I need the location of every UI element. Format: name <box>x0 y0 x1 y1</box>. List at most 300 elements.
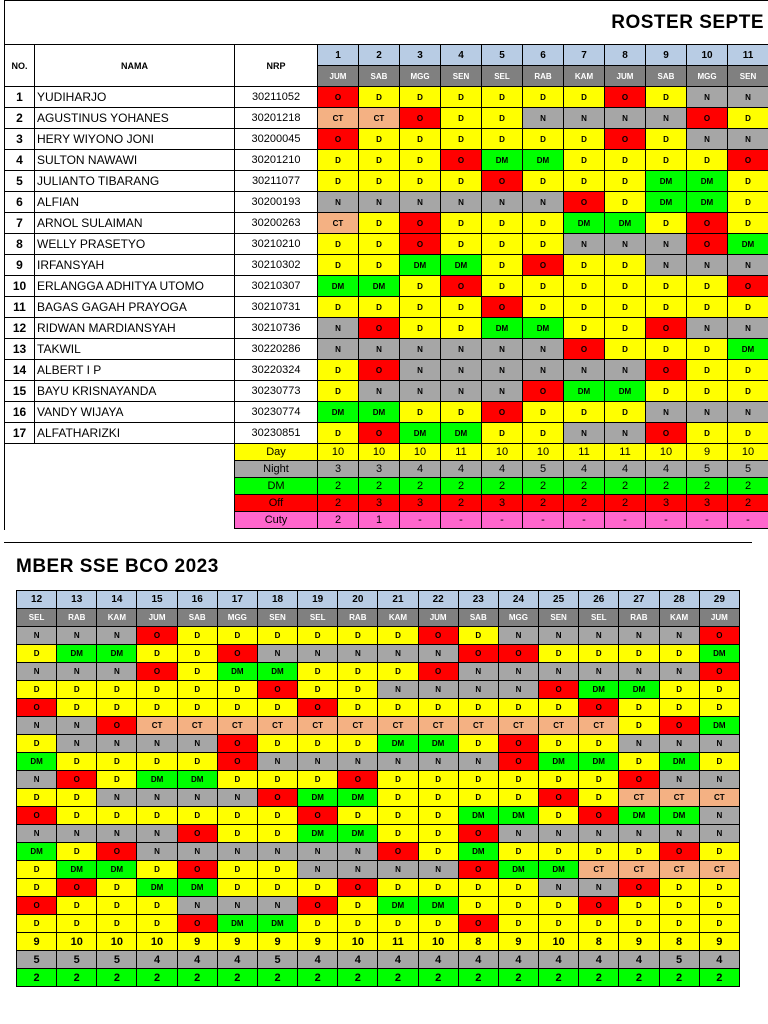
shift-cell: CT <box>217 717 257 735</box>
day-number: 24 <box>498 591 538 609</box>
shift-cell: N <box>539 825 579 843</box>
summary-value: 10 <box>359 444 400 461</box>
shift-cell: N <box>57 663 97 681</box>
shift-cell: D <box>400 318 441 339</box>
shift-cell: DM <box>728 234 768 255</box>
shift-cell: D <box>257 627 297 645</box>
shift-cell: N <box>257 753 297 771</box>
shift-cell: O <box>418 663 458 681</box>
shift-cell: D <box>659 879 699 897</box>
shift-cell: O <box>318 129 359 150</box>
summary-value: 4 <box>699 951 739 969</box>
day-number: 22 <box>418 591 458 609</box>
shift-cell: D <box>318 150 359 171</box>
shift-cell: D <box>359 129 400 150</box>
shift-cell: D <box>217 699 257 717</box>
employee-row-continued <box>17 717 740 735</box>
shift-cell: D <box>177 807 217 825</box>
shift-cell: N <box>298 645 338 663</box>
shift-cell: DM <box>318 276 359 297</box>
employee-nrp: 30220324 <box>235 360 318 381</box>
shift-cell: N <box>338 645 378 663</box>
employee-no: 17 <box>5 423 35 444</box>
section-divider <box>4 542 752 543</box>
shift-cell: D <box>97 807 137 825</box>
summary-label: Off <box>235 495 318 512</box>
shift-cell: D <box>17 681 57 699</box>
roster-table-bottom <box>16 590 740 987</box>
shift-cell: O <box>97 843 137 861</box>
employee-no: 14 <box>5 360 35 381</box>
shift-cell: D <box>441 402 482 423</box>
shift-cell: DM <box>605 381 646 402</box>
shift-cell: N <box>564 108 605 129</box>
summary-value: 2 <box>687 478 728 495</box>
summary-value: 8 <box>579 933 619 951</box>
shift-cell: DM <box>418 735 458 753</box>
shift-cell: DM <box>579 681 619 699</box>
shift-cell: DM <box>482 318 523 339</box>
day-number: 7 <box>564 45 605 66</box>
shift-cell: D <box>699 681 739 699</box>
summary-value: 10 <box>539 933 579 951</box>
shift-cell: DM <box>378 735 418 753</box>
shift-cell: DM <box>378 897 418 915</box>
shift-cell: O <box>498 735 538 753</box>
day-number: 9 <box>646 45 687 66</box>
shift-cell: D <box>298 627 338 645</box>
day-number: 4 <box>441 45 482 66</box>
summary-value: 9 <box>619 933 659 951</box>
shift-cell: D <box>378 789 418 807</box>
shift-cell: D <box>418 789 458 807</box>
shift-cell: D <box>318 171 359 192</box>
shift-cell: D <box>378 663 418 681</box>
shift-cell: D <box>97 771 137 789</box>
shift-cell: D <box>605 276 646 297</box>
shift-cell: D <box>338 807 378 825</box>
summary-value: 2 <box>217 969 257 987</box>
summary-value: 2 <box>646 478 687 495</box>
shift-cell: DM <box>318 402 359 423</box>
summary-value: - <box>728 512 768 529</box>
shift-cell: DM <box>177 771 217 789</box>
header-row-days-2 <box>17 591 740 609</box>
shift-cell: D <box>482 108 523 129</box>
summary-value: 2 <box>359 478 400 495</box>
summary-value: 4 <box>298 951 338 969</box>
employee-no: 11 <box>5 297 35 318</box>
summary-value: 2 <box>298 969 338 987</box>
shift-cell: D <box>318 297 359 318</box>
summary-value: 4 <box>378 951 418 969</box>
shift-cell: D <box>378 879 418 897</box>
shift-cell: O <box>523 381 564 402</box>
summary-value: 2 <box>318 512 359 529</box>
shift-cell: N <box>659 627 699 645</box>
shift-cell: D <box>177 681 217 699</box>
employee-nrp: 30201210 <box>235 150 318 171</box>
shift-cell: N <box>97 735 137 753</box>
shift-cell: CT <box>177 717 217 735</box>
shift-cell: D <box>699 897 739 915</box>
shift-cell: N <box>338 843 378 861</box>
shift-cell: D <box>659 699 699 717</box>
summary-value: 3 <box>482 495 523 512</box>
shift-cell: D <box>523 297 564 318</box>
employee-name: YUDIHARJO <box>35 87 235 108</box>
shift-cell: N <box>482 339 523 360</box>
employee-no: 9 <box>5 255 35 276</box>
shift-cell: DM <box>646 171 687 192</box>
shift-cell: D <box>400 150 441 171</box>
shift-cell: D <box>498 879 538 897</box>
shift-cell: CT <box>498 717 538 735</box>
shift-cell: D <box>418 825 458 843</box>
summary-value: 2 <box>441 478 482 495</box>
shift-cell: D <box>57 915 97 933</box>
shift-cell: O <box>482 402 523 423</box>
shift-cell: O <box>418 627 458 645</box>
shift-cell: N <box>318 192 359 213</box>
shift-cell: DM <box>97 861 137 879</box>
shift-cell: N <box>137 789 177 807</box>
employee-row-continued <box>17 915 740 933</box>
shift-cell: D <box>177 663 217 681</box>
shift-cell: D <box>217 807 257 825</box>
weekday-name: SEN <box>728 66 768 87</box>
shift-cell: D <box>458 735 498 753</box>
summary-value: 5 <box>728 461 768 478</box>
shift-cell: D <box>298 771 338 789</box>
shift-cell: D <box>498 771 538 789</box>
weekday-name: RAB <box>57 609 97 627</box>
weekday-name: JUM <box>699 609 739 627</box>
summary-value: 11 <box>605 444 646 461</box>
shift-cell: D <box>418 843 458 861</box>
shift-cell: D <box>619 897 659 915</box>
weekday-name: SEL <box>17 609 57 627</box>
employee-name: ALBERT I P <box>35 360 235 381</box>
shift-cell: D <box>400 402 441 423</box>
shift-cell: N <box>400 381 441 402</box>
shift-cell: N <box>659 735 699 753</box>
shift-cell: D <box>217 861 257 879</box>
summary-value: 4 <box>400 461 441 478</box>
shift-cell: N <box>646 402 687 423</box>
shift-cell: N <box>378 645 418 663</box>
summary-value: 2 <box>728 478 768 495</box>
shift-cell: O <box>17 897 57 915</box>
summary-value: 2 <box>137 969 177 987</box>
employee-nrp: 30201218 <box>235 108 318 129</box>
shift-cell: N <box>359 192 400 213</box>
shift-cell: DM <box>687 171 728 192</box>
shift-cell: D <box>97 915 137 933</box>
shift-cell: D <box>441 129 482 150</box>
summary-value: 8 <box>659 933 699 951</box>
shift-cell: O <box>177 825 217 843</box>
employee-nrp: 30200263 <box>235 213 318 234</box>
shift-cell: D <box>338 681 378 699</box>
weekday-name: JUM <box>318 66 359 87</box>
shift-cell: D <box>482 255 523 276</box>
summary-value: 2 <box>728 495 768 512</box>
employee-no: 13 <box>5 339 35 360</box>
shift-cell: O <box>699 627 739 645</box>
shift-cell: D <box>338 897 378 915</box>
day-number: 13 <box>57 591 97 609</box>
shift-cell: D <box>659 681 699 699</box>
employee-row <box>5 87 768 108</box>
shift-cell: D <box>646 87 687 108</box>
shift-cell: D <box>57 789 97 807</box>
shift-cell: CT <box>619 789 659 807</box>
shift-cell: DM <box>498 807 538 825</box>
shift-cell: D <box>338 627 378 645</box>
shift-cell: D <box>137 753 177 771</box>
shift-cell: D <box>359 297 400 318</box>
shift-cell: N <box>619 825 659 843</box>
summary-value: 2 <box>619 969 659 987</box>
employee-row <box>5 150 768 171</box>
shift-cell: D <box>564 87 605 108</box>
summary-value: 4 <box>539 951 579 969</box>
shift-cell: D <box>523 87 564 108</box>
shift-cell: N <box>441 192 482 213</box>
summary-value: 2 <box>659 969 699 987</box>
shift-cell: D <box>687 297 728 318</box>
summary-value: 10 <box>97 933 137 951</box>
employee-name: ALFATHARIZKI <box>35 423 235 444</box>
employee-row <box>5 171 768 192</box>
shift-cell: N <box>57 717 97 735</box>
shift-cell: O <box>338 771 378 789</box>
shift-cell: N <box>217 897 257 915</box>
shift-cell: D <box>458 789 498 807</box>
employee-name: RIDWAN MARDIANSYAH <box>35 318 235 339</box>
shift-cell: D <box>539 897 579 915</box>
shift-cell: DM <box>699 717 739 735</box>
employee-name: ARNOL SULAIMAN <box>35 213 235 234</box>
shift-cell: O <box>619 879 659 897</box>
shift-cell: DM <box>564 381 605 402</box>
shift-cell: D <box>619 645 659 663</box>
summary-value: 2 <box>378 969 418 987</box>
shift-cell: D <box>458 879 498 897</box>
summary-value: 2 <box>400 478 441 495</box>
shift-cell: CT <box>458 717 498 735</box>
shift-cell: D <box>57 843 97 861</box>
shift-cell: N <box>458 753 498 771</box>
shift-cell: D <box>177 645 217 663</box>
shift-cell: N <box>728 87 768 108</box>
day-number: 26 <box>579 591 619 609</box>
shift-cell: D <box>605 318 646 339</box>
shift-cell: CT <box>338 717 378 735</box>
shift-cell: D <box>441 108 482 129</box>
shift-cell: N <box>728 402 768 423</box>
employee-name: SULTON NAWAWI <box>35 150 235 171</box>
shift-cell: D <box>441 171 482 192</box>
summary-value: 9 <box>257 933 297 951</box>
weekday-name: KAM <box>564 66 605 87</box>
day-number: 25 <box>539 591 579 609</box>
shift-cell: DM <box>659 807 699 825</box>
employee-no: 7 <box>5 213 35 234</box>
employee-nrp: 30220286 <box>235 339 318 360</box>
shift-cell: CT <box>539 717 579 735</box>
shift-cell: D <box>523 129 564 150</box>
summary-value: 9 <box>298 933 338 951</box>
weekday-name: SAB <box>646 66 687 87</box>
summary-value: - <box>605 512 646 529</box>
shift-cell: N <box>441 381 482 402</box>
shift-cell: D <box>523 423 564 444</box>
summary-value: 4 <box>498 951 538 969</box>
shift-cell: N <box>458 681 498 699</box>
summary-value: 4 <box>177 951 217 969</box>
summary-value: 11 <box>564 444 605 461</box>
employee-row <box>5 402 768 423</box>
shift-cell: D <box>137 861 177 879</box>
shift-cell: O <box>728 276 768 297</box>
shift-cell: DM <box>539 753 579 771</box>
shift-cell: DM <box>418 897 458 915</box>
shift-cell: DM <box>728 339 768 360</box>
employee-name: HERY WIYONO JONI <box>35 129 235 150</box>
shift-cell: D <box>298 879 338 897</box>
shift-cell: O <box>298 897 338 915</box>
shift-cell: D <box>523 213 564 234</box>
summary-value: - <box>687 512 728 529</box>
shift-cell: D <box>17 861 57 879</box>
summary-value: 2 <box>338 969 378 987</box>
shift-cell: O <box>523 255 564 276</box>
shift-cell: D <box>441 87 482 108</box>
shift-cell: D <box>564 255 605 276</box>
employee-row <box>5 360 768 381</box>
day-number: 23 <box>458 591 498 609</box>
shift-cell: D <box>646 150 687 171</box>
shift-cell: D <box>298 735 338 753</box>
shift-cell: N <box>699 807 739 825</box>
shift-cell: N <box>97 663 137 681</box>
shift-cell: D <box>687 423 728 444</box>
shift-cell: N <box>619 663 659 681</box>
shift-cell: D <box>400 129 441 150</box>
day-number: 16 <box>177 591 217 609</box>
shift-cell: DM <box>579 753 619 771</box>
shift-cell: N <box>257 645 297 663</box>
shift-cell: D <box>97 681 137 699</box>
shift-cell: N <box>57 825 97 843</box>
shift-cell: N <box>418 753 458 771</box>
shift-cell: D <box>619 717 659 735</box>
shift-cell: N <box>338 753 378 771</box>
shift-cell: O <box>359 423 400 444</box>
shift-cell: D <box>257 735 297 753</box>
shift-cell: D <box>137 681 177 699</box>
shift-cell: CT <box>418 717 458 735</box>
shift-cell: N <box>523 108 564 129</box>
shift-cell: DM <box>137 879 177 897</box>
shift-cell: D <box>97 699 137 717</box>
shift-cell: DM <box>298 789 338 807</box>
shift-cell: N <box>97 789 137 807</box>
employee-row <box>5 423 768 444</box>
shift-cell: O <box>137 663 177 681</box>
shift-cell: D <box>418 915 458 933</box>
shift-cell: D <box>482 213 523 234</box>
shift-cell: D <box>619 699 659 717</box>
shift-cell: CT <box>257 717 297 735</box>
shift-cell: D <box>400 276 441 297</box>
shift-cell: N <box>57 627 97 645</box>
summary-value: 9 <box>17 933 57 951</box>
shift-cell: D <box>564 276 605 297</box>
summary-row-dm <box>17 969 740 987</box>
shift-cell: N <box>498 663 538 681</box>
shift-cell: D <box>359 213 400 234</box>
day-number: 18 <box>257 591 297 609</box>
shift-cell: DM <box>482 150 523 171</box>
shift-cell: O <box>498 753 538 771</box>
shift-cell: O <box>298 807 338 825</box>
summary-value: 11 <box>441 444 482 461</box>
shift-cell: D <box>498 897 538 915</box>
employee-no: 8 <box>5 234 35 255</box>
shift-cell: N <box>646 255 687 276</box>
shift-cell: N <box>97 825 137 843</box>
shift-cell: O <box>217 735 257 753</box>
shift-cell: N <box>687 318 728 339</box>
shift-cell: O <box>217 645 257 663</box>
shift-cell: O <box>539 681 579 699</box>
shift-cell: O <box>57 879 97 897</box>
shift-cell: D <box>378 825 418 843</box>
summary-value: 2 <box>318 478 359 495</box>
day-number: 14 <box>97 591 137 609</box>
summary-value: 4 <box>482 461 523 478</box>
summary-value: 2 <box>523 495 564 512</box>
employee-no: 6 <box>5 192 35 213</box>
shift-cell: D <box>646 297 687 318</box>
employee-row-continued <box>17 771 740 789</box>
shift-cell: N <box>482 192 523 213</box>
shift-cell: N <box>137 843 177 861</box>
day-number: 17 <box>217 591 257 609</box>
summary-value: 9 <box>177 933 217 951</box>
shift-cell: D <box>498 915 538 933</box>
shift-cell: N <box>482 381 523 402</box>
shift-cell: N <box>699 735 739 753</box>
shift-cell: D <box>564 297 605 318</box>
shift-cell: O <box>646 318 687 339</box>
shift-cell: D <box>728 213 768 234</box>
summary-row-day <box>17 933 740 951</box>
shift-cell: D <box>564 150 605 171</box>
shift-cell: D <box>318 360 359 381</box>
summary-value: 2 <box>605 478 646 495</box>
summary-value: 2 <box>418 969 458 987</box>
employee-no: 15 <box>5 381 35 402</box>
shift-cell: D <box>17 789 57 807</box>
shift-cell: DM <box>458 807 498 825</box>
summary-value: 4 <box>458 951 498 969</box>
shift-cell: D <box>418 699 458 717</box>
weekday-name: SEN <box>539 609 579 627</box>
